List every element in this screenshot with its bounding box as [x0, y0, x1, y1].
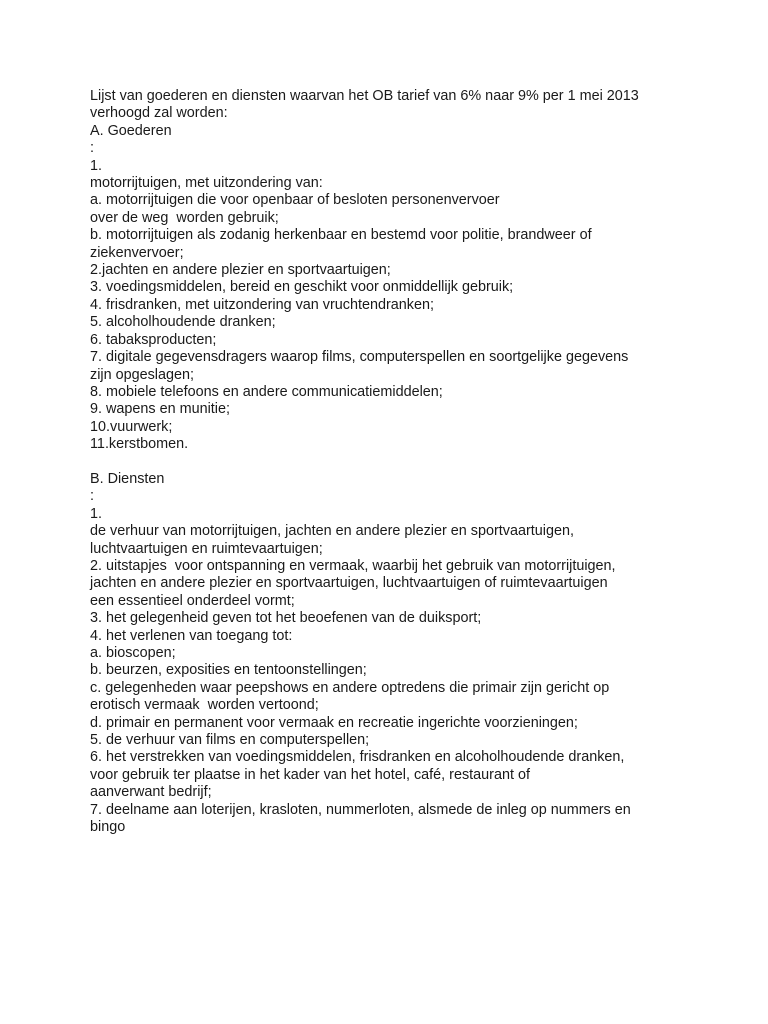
diensten-line: bingo: [90, 819, 126, 836]
document-body: [90, 88, 730, 836]
diensten-line: voor gebruik ter plaatse in het kader van het hotel, café, restaurant of: [90, 766, 530, 783]
goederen-line: 9. wapens en munitie;: [90, 401, 230, 418]
section-heading-diensten: B. Diensten: [90, 470, 165, 487]
goederen-line: a. motorrijtuigen die voor openbaar of besloten personenvervoer: [90, 192, 500, 209]
diensten-line: jachten en andere plezier en sportvaartuigen, luchtvaartuigen of ruimtevaartuigen: [90, 575, 608, 592]
diensten-line: 7. deelname aan loterijen, krasloten, nummerloten, alsmede de inleg op nummers en: [90, 801, 631, 818]
diensten-line: 2. uitstapjes voor ontspanning en vermaak, waarbij het gebruik van motorrijtuigen,: [90, 557, 616, 574]
diensten-line: aanverwant bedrijf;: [90, 784, 212, 801]
diensten-line: 3. het gelegenheid geven tot het beoefenen van de duiksport;: [90, 610, 482, 627]
diensten-line: c. gelegenheden waar peepshows en andere optredens die primair zijn gericht op: [90, 679, 610, 696]
diensten-line: a. bioscopen;: [90, 644, 176, 661]
section-colon: :: [90, 140, 94, 157]
goederen-line: over de weg worden gebruik;: [90, 209, 279, 226]
diensten-line: een essentieel onderdeel vormt;: [90, 592, 295, 609]
intro-line: verhoogd zal worden:: [90, 105, 228, 122]
goederen-line: 3. voedingsmiddelen, bereid en geschikt voor onmiddellijk gebruik;: [90, 279, 514, 296]
goederen-line: 7. digitale gegevensdragers waarop films, computerspellen en soortgelijke gegevens: [90, 349, 629, 366]
diensten-line: 6. het verstrekken van voedingsmiddelen, frisdranken en alcoholhoudende dranken,: [90, 749, 625, 766]
goederen-line: 11.kerstbomen.: [90, 436, 189, 453]
goederen-line: 10.vuurwerk;: [90, 418, 173, 435]
goederen-line: 1.: [90, 157, 103, 174]
intro-line: Lijst van goederen en diensten waarvan het OB tarief van 6% naar 9% per 1 mei 2013: [90, 88, 639, 104]
goederen-line: 8. mobiele telefoons en andere communicatiemiddelen;: [90, 383, 443, 400]
goederen-line: b. motorrijtuigen als zodanig herkenbaar en bestemd voor politie, brandweer of: [90, 227, 592, 244]
goederen-line: zijn opgeslagen;: [90, 366, 195, 383]
section-heading-goederen: A. Goederen: [90, 122, 172, 139]
diensten-line: b. beurzen, exposities en tentoonstellingen;: [90, 662, 367, 679]
goederen-line: 6. tabaksproducten;: [90, 331, 217, 348]
diensten-line: erotisch vermaak worden vertoond;: [90, 697, 319, 714]
diensten-line: 5. de verhuur van films en computerspellen;: [90, 732, 370, 749]
diensten-line: 1.: [90, 505, 103, 522]
section-spacer: [90, 454, 730, 471]
goederen-line: 4. frisdranken, met uitzondering van vruchtendranken;: [90, 296, 434, 313]
goederen-line: 2.jachten en andere plezier en sportvaartuigen;: [90, 262, 391, 279]
goederen-line: motorrijtuigen, met uitzondering van:: [90, 175, 323, 192]
diensten-line: d. primair en permanent voor vermaak en recreatie ingerichte voorzieningen;: [90, 714, 578, 731]
diensten-line: 4. het verlenen van toegang tot:: [90, 627, 293, 644]
diensten-line: de verhuur van motorrijtuigen, jachten en andere plezier en sportvaartuigen,: [90, 523, 574, 540]
diensten-line: luchtvaartuigen en ruimtevaartuigen;: [90, 540, 323, 557]
goederen-line: 5. alcoholhoudende dranken;: [90, 314, 276, 331]
section-colon: :: [90, 488, 94, 505]
goederen-line: ziekenvervoer;: [90, 244, 184, 261]
